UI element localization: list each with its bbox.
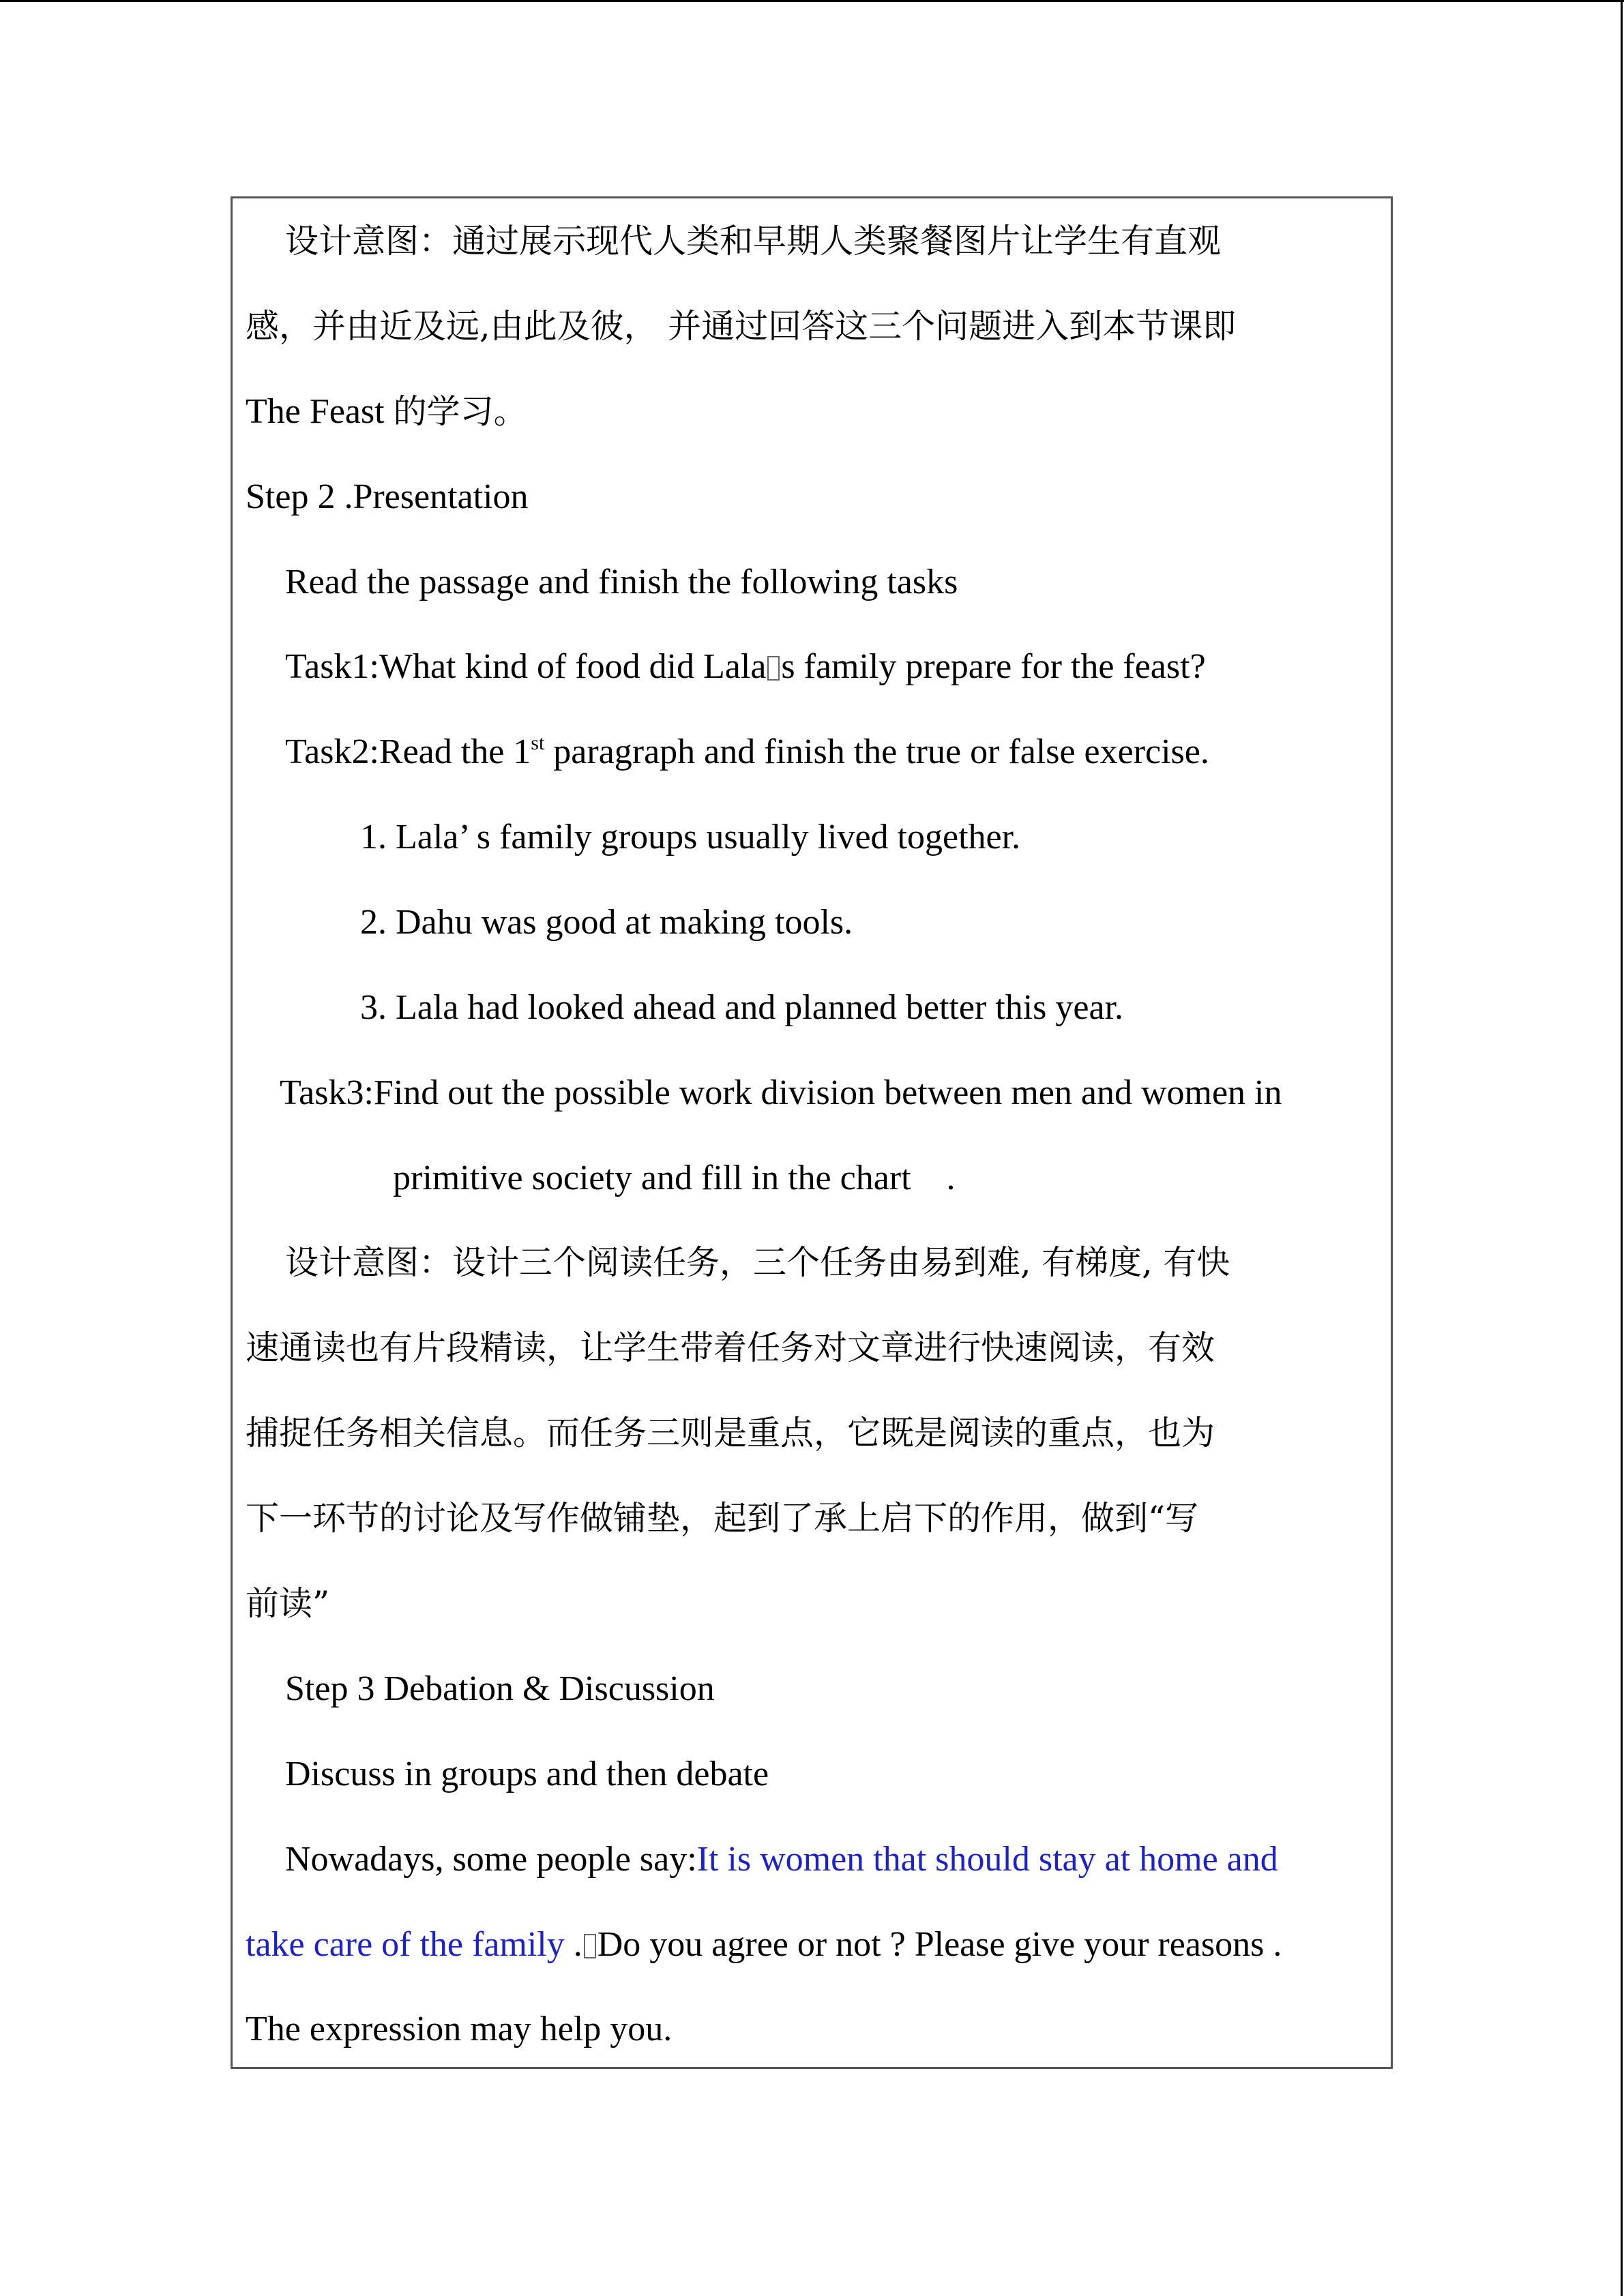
task2-superscript: st: [531, 732, 545, 754]
task3-line-1: Task3:Find out the possible work division between men and women in: [280, 1073, 1282, 1112]
task1-suffix: s family prepare for the feast?: [781, 647, 1206, 686]
tf-item-1: 1. Lala’ s family groups usually lived together.: [360, 818, 1021, 856]
step3-instruction: Discuss in groups and then debate: [285, 1755, 769, 1793]
closing-line: The expression may help you.: [246, 2010, 673, 2048]
intro-line-2: 感，并由近及远,由此及彼， 并通过回答这三个问题进入到本节课即: [246, 307, 1237, 346]
step2-instruction: Read the passage and finish the following tasks: [285, 563, 958, 601]
statement-prefix: Nowadays, some people say:: [285, 1840, 697, 1879]
intro-line-3-en: The Feast: [246, 392, 394, 431]
task1: [285, 646, 1206, 687]
missing-glyph-box: [584, 1934, 596, 1958]
task2-prefix: Task2:Read the 1: [285, 732, 531, 771]
step3-heading: Step 3 Debation & Discussion: [285, 1669, 715, 1708]
statement-line-2: [246, 1924, 1282, 1965]
tf-item-3: 3. Lala had looked ahead and planned better this year.: [360, 988, 1124, 1027]
task2-suffix: paragraph and finish the true or false exercise.: [544, 732, 1209, 771]
missing-glyph-box: [767, 656, 780, 681]
statement-line-1: [285, 1839, 1278, 1880]
page-right-edge: [1621, 0, 1623, 2296]
step2-heading: Step 2 .Presentation: [246, 477, 529, 516]
statement-quote-part-2: take care of the family: [246, 1925, 565, 1964]
intent2-line-4: 下一环节的讨论及写作做铺垫，起到了承上启下的作用，做到“写: [246, 1499, 1199, 1538]
statement-question: Do you agree or not ? Please give your reasons .: [597, 1925, 1282, 1964]
intro-line-3: [246, 391, 527, 432]
statement-quote-part-1: It is women that should stay at home and: [696, 1840, 1278, 1879]
page-top-edge: [0, 0, 1624, 2]
intent2-line-5: 前读”: [246, 1584, 330, 1623]
intent2-line-3: 捕捉任务相关信息。而任务三则是重点，它既是阅读的重点，也为: [246, 1414, 1215, 1452]
task3-line-2: primitive society and fill in the chart .: [393, 1159, 956, 1197]
tf-item-2: 2. Dahu was good at making tools.: [360, 903, 853, 942]
statement-after-quote: .: [564, 1925, 582, 1964]
intent2-line-1: 设计意图：设计三个阅读任务，三个任务由易到难, 有梯度, 有快: [285, 1243, 1230, 1282]
task2: [285, 732, 1209, 773]
intro-line-3-cn: 的学习。: [393, 392, 527, 431]
intent2-line-2: 速通读也有片段精读，让学生带着任务对文章进行快速阅读，有效: [246, 1328, 1215, 1367]
task1-prefix: Task1:What kind of food did Lala: [285, 647, 767, 686]
intro-line-1: 设计意图：通过展示现代人类和早期人类聚餐图片让学生有直观: [285, 222, 1222, 260]
